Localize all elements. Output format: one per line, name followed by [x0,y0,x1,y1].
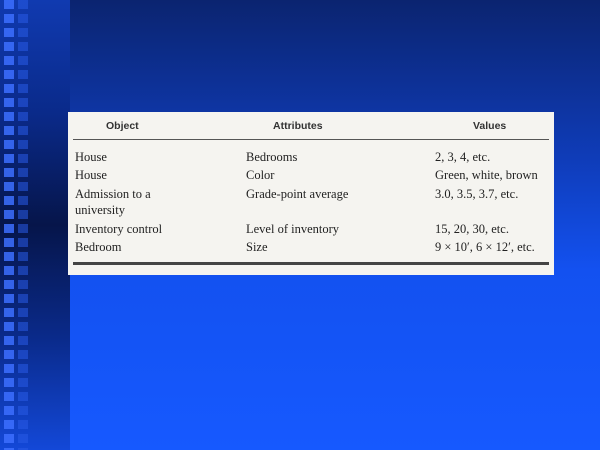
table-cell-value: 9 × 10′, 6 × 12′, etc. [435,240,535,254]
table-cell-object: Inventory control [75,222,163,236]
table-cell-attribute: Level of inventory [246,222,340,236]
table-cell-attribute: Color [246,168,275,182]
table-cell-attribute: Size [246,240,268,254]
header-object: Object [106,120,139,132]
table-cell-object: Admission to a university [75,187,151,217]
table-cell-value: 3.0, 3.5, 3.7, etc. [435,187,519,201]
decorative-squares [4,0,14,450]
header-attributes: Attributes [273,120,323,132]
header-rule [73,139,549,140]
table-cell-object: House [75,168,107,182]
header-values: Values [473,120,507,132]
table-cell-object: House [75,150,107,164]
table-cell-attribute: Bedrooms [246,150,298,164]
table-cell-value: Green, white, brown [435,168,538,182]
table-cell-attribute: Grade-point average [246,187,349,201]
table-cell-value: 2, 3, 4, etc. [435,150,491,164]
table-cell-value: 15, 20, 30, etc. [435,222,509,236]
table-panel [68,112,554,275]
decorative-squares-faded [18,0,28,450]
footer-rule [73,262,549,265]
left-decorative-strip [0,0,70,450]
table-cell-object: Bedroom [75,240,122,254]
